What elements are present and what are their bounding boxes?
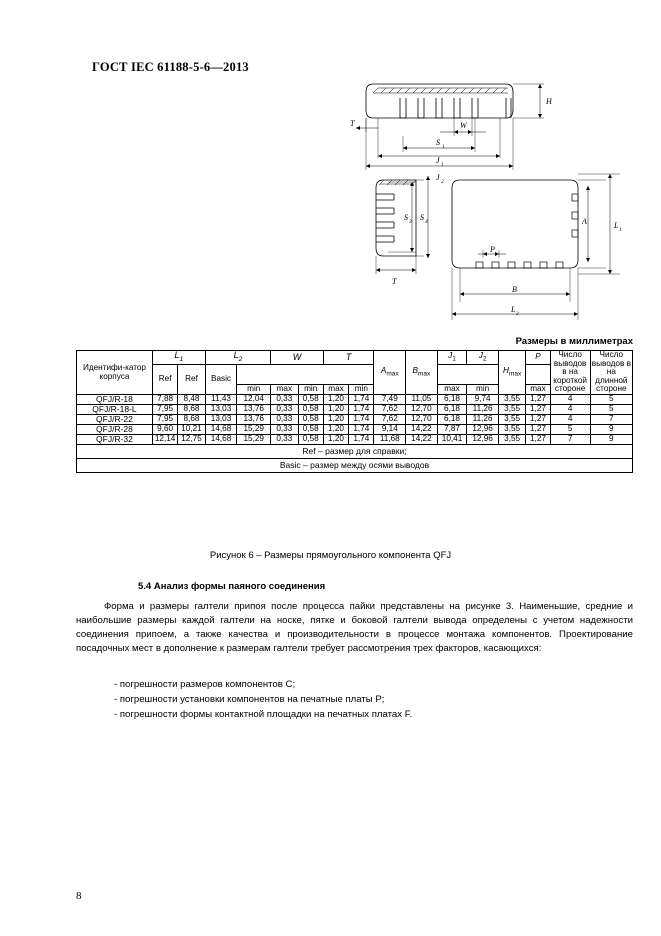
cell: 4 <box>550 404 590 414</box>
cell: 0,33 <box>271 434 298 444</box>
page-number: 8 <box>76 890 82 902</box>
label-P: P <box>490 245 495 254</box>
header-group-l1: $L_1$ <box>152 351 205 365</box>
cell: 6,18 <box>437 395 467 405</box>
label-H: H <box>546 97 552 106</box>
header-group-t: T <box>323 351 374 365</box>
list-item: - погрешности установки компонентов на печатные платы P; <box>114 693 385 705</box>
cell: 11,43 <box>205 395 237 405</box>
figure-svg <box>348 62 638 334</box>
header-l2-min: min <box>298 385 323 395</box>
cell: 7,95 <box>152 414 177 424</box>
cell: 11,26 <box>467 404 499 414</box>
header-p: P <box>526 351 550 365</box>
cell: 8,48 <box>178 395 205 405</box>
cell: 1,20 <box>323 414 348 424</box>
row-name: QFJ/R-28 <box>77 424 153 434</box>
cell: 1,20 <box>323 434 348 444</box>
cell: 11,05 <box>406 395 438 405</box>
dimensions-table <box>76 350 633 473</box>
table-row <box>77 414 633 424</box>
cell: 0,58 <box>298 395 323 405</box>
svg-text:2: 2 <box>441 179 444 185</box>
cell: 11,68 <box>374 434 406 444</box>
header-id: Идентифи-катор корпуса <box>77 351 153 395</box>
cell: 10,41 <box>437 434 467 444</box>
row-name: QFJ/R-18-L <box>77 404 153 414</box>
label-S1: S <box>436 138 440 147</box>
label-S3: S <box>404 213 408 222</box>
label-B: B <box>512 285 517 294</box>
cell: 14,22 <box>406 424 438 434</box>
svg-text:1: 1 <box>619 227 622 233</box>
cell: 0,33 <box>271 414 298 424</box>
header-w-min: min <box>349 385 374 395</box>
cell: 6,18 <box>437 404 467 414</box>
header-group-l2: $L_2$ <box>205 351 270 365</box>
table-row <box>77 395 633 405</box>
cell: 1,27 <box>526 434 550 444</box>
cell: 1,27 <box>526 395 550 405</box>
svg-text:2: 2 <box>516 311 519 317</box>
cell: 3,55 <box>498 395 525 405</box>
cell: 15,29 <box>237 424 271 434</box>
label-T: T <box>350 119 355 128</box>
figure-caption: Рисунок 6 – Размеры прямоугольного компонента QFJ <box>209 550 452 561</box>
cell: 4 <box>550 414 590 424</box>
table-note-2: Basic – размер между осями выводов <box>77 458 633 472</box>
cell: 3,55 <box>498 404 525 414</box>
cell: 0,58 <box>298 414 323 424</box>
page-header: ГОСТ IEC 61188-5-6—2013 <box>92 60 249 74</box>
cell: 1,27 <box>526 404 550 414</box>
cell: 12,96 <box>467 434 499 444</box>
cell: 12,96 <box>467 424 499 434</box>
cell: 0,58 <box>298 434 323 444</box>
cell: 1,74 <box>349 424 374 434</box>
cell: 12,14 <box>152 434 177 444</box>
cell: 7,88 <box>152 395 177 405</box>
header-hmax: $H_{max}$ <box>498 351 525 395</box>
header-bmax: $B_{max}$ <box>406 351 438 395</box>
cell: 13,76 <box>237 404 271 414</box>
list-item: - погрешности размеров компонентов C; <box>114 679 296 690</box>
label-W: W <box>460 121 467 130</box>
svg-text:1: 1 <box>441 162 444 168</box>
cell: 14,22 <box>406 434 438 444</box>
label-A: A <box>582 217 587 226</box>
cell: 1,74 <box>349 434 374 444</box>
cell: 12,70 <box>406 404 438 414</box>
cell: 0,33 <box>271 395 298 405</box>
table-row <box>77 424 633 434</box>
header-l2-max: max <box>323 385 348 395</box>
table-note-1: Ref – размер для справки; <box>77 444 633 458</box>
table-note-row <box>77 458 633 472</box>
cell: 1,20 <box>323 404 348 414</box>
cell: 1,27 <box>526 414 550 424</box>
cell: 7,95 <box>152 404 177 414</box>
header-t-min: min <box>467 385 499 395</box>
header-j2: $J_2$ <box>467 351 499 365</box>
cell: 5 <box>550 424 590 434</box>
header-w-max: max <box>437 385 467 395</box>
table-note-row <box>77 444 633 458</box>
cell: 12,04 <box>237 395 271 405</box>
cell: 7 <box>550 434 590 444</box>
units-note: Размеры в миллиметрах <box>515 336 633 347</box>
header-l1-min: min <box>237 385 271 395</box>
cell: 11,26 <box>467 414 499 424</box>
cell: 3,55 <box>498 424 525 434</box>
cell: 15,29 <box>237 434 271 444</box>
section-title: 5.4 Анализ формы паяного соединения <box>138 581 326 592</box>
cell: 1,74 <box>349 404 374 414</box>
header-j2-ref: Ref <box>178 364 205 394</box>
cell: 0,58 <box>298 404 323 414</box>
label-J1: J <box>436 156 440 165</box>
label-L2: L <box>511 305 516 314</box>
cell: 1,74 <box>349 414 374 424</box>
cell: 7,87 <box>437 424 467 434</box>
header-l1-max: max <box>271 385 298 395</box>
cell: 1,20 <box>323 395 348 405</box>
cell: 1,74 <box>349 395 374 405</box>
table-header-row-1 <box>77 351 633 365</box>
cell: 0,33 <box>271 404 298 414</box>
header-p-basic: Basic <box>205 364 237 394</box>
label-J2: J <box>436 173 440 182</box>
label-T2: T <box>392 277 397 286</box>
cell: 1,20 <box>323 424 348 434</box>
row-name: QFJ/R-18 <box>77 395 153 405</box>
header-t-max: max <box>526 385 550 395</box>
body-paragraph: Форма и размеры галтели припоя после процесса пайки представлены на рисунке 3. Наименьшие, средние и наибольшие размеры каждой галтели на носке, пятке и боковой галтели вывода определены с учетом надежности соединения припоем, а также качества и производительности в процессе монтажа компонентов. Проектирование посадочных мест в дополнение к размерам галтели требует рассмотрения трех факторов, касающихся: <box>76 601 633 654</box>
header-j1: $J_1$ <box>437 351 467 365</box>
row-name: QFJ/R-22 <box>77 414 153 424</box>
cell: 5 <box>590 395 632 405</box>
table-header-row-2 <box>77 364 633 385</box>
cell: 13,03 <box>205 404 237 414</box>
cell: 9,60 <box>152 424 177 434</box>
table-row <box>77 404 633 414</box>
row-name: QFJ/R-32 <box>77 434 153 444</box>
table-row <box>77 434 633 444</box>
cell: 3,55 <box>498 414 525 424</box>
header-j1-ref: Ref <box>152 364 177 394</box>
list-item: - погрешности формы контактной площадки на печатных платах F. <box>114 708 413 720</box>
cell: 9,74 <box>467 395 499 405</box>
header-n-short: Число выводов в на короткой стороне <box>550 351 590 395</box>
cell: 9,14 <box>374 424 406 434</box>
header-n-long: Число выводов в на длинной стороне <box>591 350 631 394</box>
label-S4: S <box>420 213 424 222</box>
cell: 8,68 <box>178 414 205 424</box>
header-amax: $A_{max}$ <box>374 351 406 395</box>
cell: 9 <box>590 424 632 434</box>
cell: 13,76 <box>237 414 271 424</box>
bullet-list <box>76 678 633 723</box>
cell: 4 <box>550 395 590 405</box>
cell: 0,58 <box>298 424 323 434</box>
cell: 7,62 <box>374 404 406 414</box>
cell: 14,68 <box>205 434 237 444</box>
figure-qfj-drawing <box>348 62 638 332</box>
cell: 12,70 <box>406 414 438 424</box>
cell: 10,21 <box>178 424 205 434</box>
cell: 7 <box>590 414 632 424</box>
cell: 7,49 <box>374 395 406 405</box>
header-group-w: W <box>271 351 324 365</box>
label-L1: L <box>614 221 619 230</box>
cell: 13,03 <box>205 414 237 424</box>
cell: 8,68 <box>178 404 205 414</box>
svg-text:3: 3 <box>409 219 412 225</box>
svg-text:4: 4 <box>425 219 428 225</box>
cell: 12,75 <box>178 434 205 444</box>
cell: 0,33 <box>271 424 298 434</box>
cell: 1,27 <box>526 424 550 434</box>
cell: 9 <box>590 434 632 444</box>
cell: 7,62 <box>374 414 406 424</box>
cell: 3,55 <box>498 434 525 444</box>
cell: 14,68 <box>205 424 237 434</box>
svg-text:1: 1 <box>442 144 445 150</box>
cell: 6,18 <box>437 414 467 424</box>
cell: 5 <box>590 404 632 414</box>
